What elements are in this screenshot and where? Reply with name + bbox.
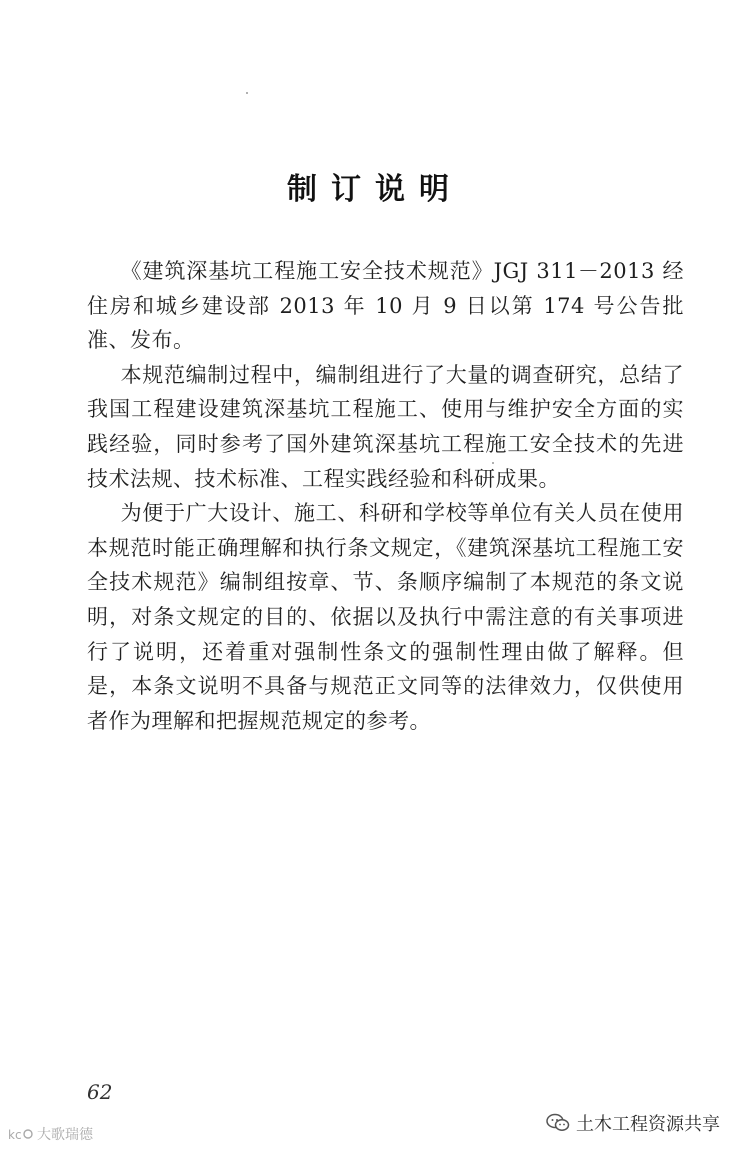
page-title: 制订说明 (287, 172, 463, 207)
scan-speck (246, 92, 248, 94)
page-number: 62 (87, 1080, 113, 1104)
paragraph-2: 本规范编制过程中，编制组进行了大量的调查研究，总结了我国工程建设建筑深基坑工程施工、使用与维护安全方面的实践经验，同时参考了国外建筑深基坑工程施工安全技术的先进技术法规、技术标准、工程实践经验和科研成果。 (87, 362, 684, 491)
wechat-icon (546, 1113, 570, 1133)
watermark-right (546, 1110, 720, 1136)
watermark-right-text: 土木工程资源共享 (576, 1114, 720, 1135)
watermark-left-text: 大歌瑞德 (37, 1127, 93, 1143)
body-text (87, 254, 684, 738)
paragraph-1: 《建筑深基坑工程施工安全技术规范》JGJ 311－2013 经住房和城乡建设部 2013 年 10 月 9 日以第 174 号公告批准、发布。 (87, 259, 684, 353)
watermark-left (8, 1124, 93, 1144)
kc-logo-icon (8, 1127, 34, 1141)
paragraph-3: 为便于广大设计、施工、科研和学校等单位有关人员在使用本规范时能正确理解和执行条文规定，《建筑深基坑工程施工安全技术规范》编制组按章、节、条顺序编制了本规范的条文说明，对条文规定的目的、依据以及执行中需注意的有关事项进行了说明，还着重对强制性条文的强制性理由做了解释。但是，本条文说明不具备与规范正文同等的法律效力，仅供使用者作为理解和把握规范规定的参考。 (87, 501, 684, 733)
svg-text:kc: kc (8, 1128, 22, 1141)
